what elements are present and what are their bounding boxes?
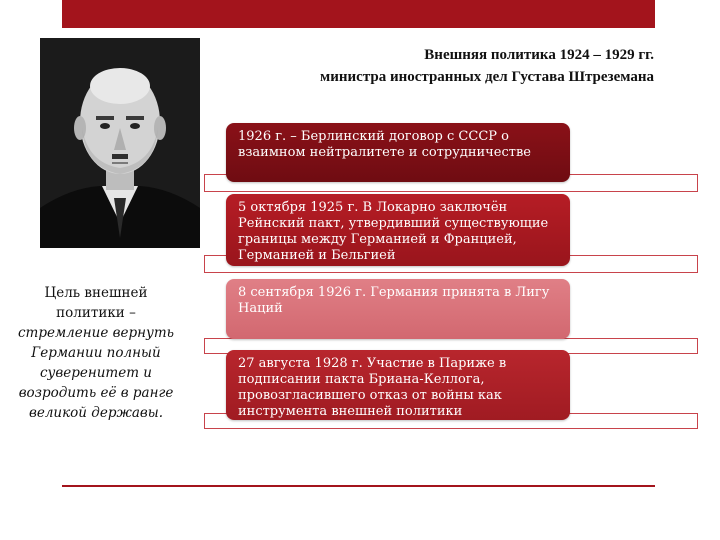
policy-goal-text bbox=[14, 283, 178, 423]
bottom-divider bbox=[62, 485, 655, 487]
top-accent-band bbox=[62, 0, 655, 28]
policy-goal-label: Цель внешней политики – bbox=[44, 285, 148, 321]
event-card-text: 5 октября 1925 г. В Локарно заключён Рейнский пакт, утвердивший существующие границы между Германией и Францией, Германией и Бельгией bbox=[238, 200, 549, 263]
slide-title-line2: министра иностранных дел Густава Штреземана bbox=[320, 69, 654, 85]
policy-goal-statement: стремление вернуть Германии полный суверенитет и возродить её в ранге великой державы. bbox=[17, 325, 174, 421]
event-card-1 bbox=[226, 123, 570, 182]
event-card-3 bbox=[226, 279, 570, 339]
portrait-photo bbox=[40, 38, 200, 248]
slide-title bbox=[184, 44, 654, 88]
event-card-text: 27 августа 1928 г. Участие в Париже в подписании пакта Бриана-Келлога, провозгласившего отказ от войны как инструмента внешней политики bbox=[238, 356, 507, 419]
event-card-2 bbox=[226, 194, 570, 266]
event-card-4 bbox=[226, 350, 570, 420]
event-card-text: 1926 г. – Берлинский договор с СССР о взаимном нейтралитете и сотрудничестве bbox=[238, 129, 531, 160]
slide-title-line1: Внешняя политика 1924 – 1929 гг. bbox=[424, 47, 654, 63]
event-card-text: 8 сентября 1926 г. Германия принята в Лигу Наций bbox=[238, 285, 550, 316]
